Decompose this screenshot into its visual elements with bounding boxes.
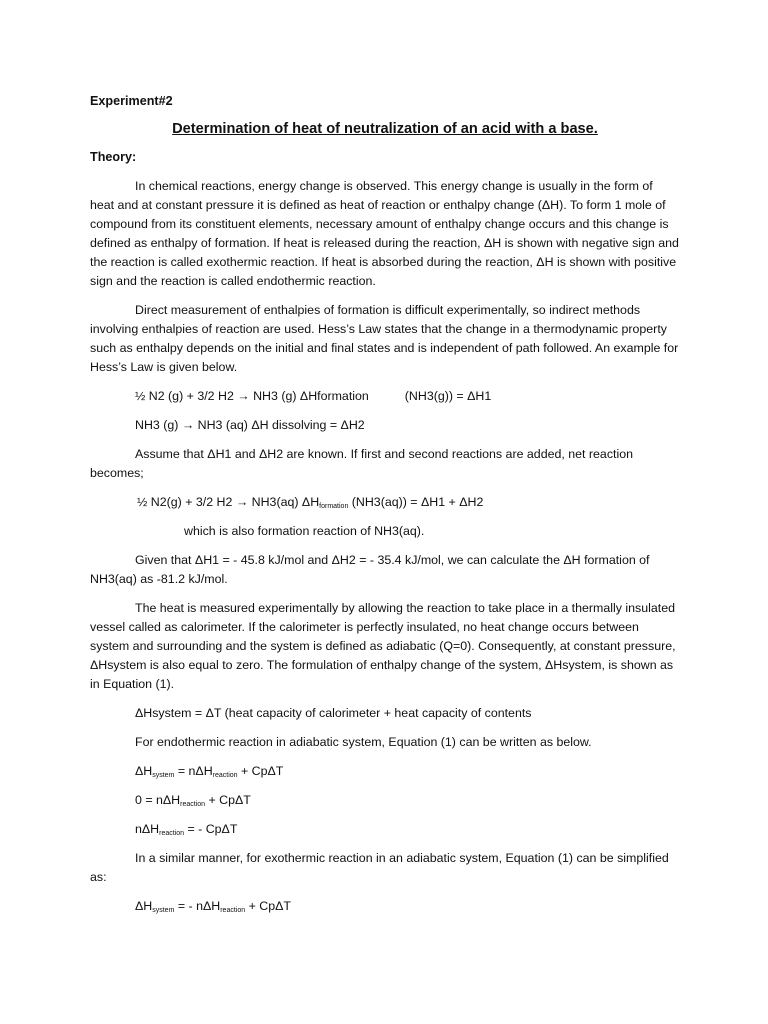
eq5-part-a: 0 = nΔH bbox=[135, 793, 181, 807]
paragraph-calorimeter: The heat is measured experimentally by allowing the reaction to take place in a thermally insulated vessel called as calorimeter. If the calorimeter is perfectly insulated, no heat change occurs between system and surrounding and the system is defined as adiabatic (Q=0). Consequently, at constant pressure, ΔHsystem is also equal to zero. The formulation of enthalpy change of the system, ΔHsystem, is shown as in Equation (1). bbox=[90, 601, 676, 691]
paragraph-exothermic-intro: In a similar manner, for exothermic reaction in an adiabatic system, Equation (1) can be simplified as: bbox=[90, 851, 669, 884]
paragraph-enthalpy-intro: In chemical reactions, energy change is observed. This energy change is usually in the form of heat and at constant pressure it is defined as heat of reaction or enthalpy change (ΔH). To form 1 mole of compound from its constituent elements, necessary amount of enthalpy change occurs and this change is defined as enthalpy of formation. If heat is released during the reaction, ΔH is shown with negative sign and the reaction is called exothermic reaction. If heat is absorbed during the reaction, ΔH is shown with positive sign and the reaction is called endothermic reaction. bbox=[90, 179, 679, 288]
equation-exothermic bbox=[135, 897, 680, 916]
equation-endothermic-2 bbox=[135, 791, 680, 810]
equation-system-enthalpy: ΔHsystem = ΔT (heat capacity of calorimeter + heat capacity of contents bbox=[135, 706, 532, 720]
eq4-sub-a: system bbox=[152, 772, 175, 779]
equation-endothermic-1 bbox=[135, 762, 680, 781]
eq5-sub-a: reaction bbox=[180, 801, 206, 808]
eq7-part-b: = - nΔH bbox=[174, 899, 221, 913]
eq7-sub-a: system bbox=[152, 907, 175, 914]
eq4-part-b: = nΔH bbox=[174, 764, 213, 778]
equation-formation-left: ½ N2 (g) + 3/2 H2 → NH3 (g) ΔHformation bbox=[135, 389, 369, 403]
paragraph-net-reaction: Assume that ΔH1 and ΔH2 are known. If first and second reactions are added, net reaction becomes; bbox=[90, 447, 633, 480]
eq6-part-b: = - CpΔT bbox=[184, 822, 238, 836]
paragraph-endothermic-intro: For endothermic reaction in adiabatic system, Equation (1) can be written as below. bbox=[135, 735, 592, 749]
eq7-part-a: ΔH bbox=[135, 899, 153, 913]
equation-endothermic-3 bbox=[135, 820, 680, 839]
eq6-part-a: nΔH bbox=[135, 822, 160, 836]
paragraph-formation-note: which is also formation reaction of NH3(aq). bbox=[184, 524, 425, 538]
equation-formation-nh3-gas bbox=[135, 387, 680, 406]
eq6-sub-a: reaction bbox=[159, 830, 185, 837]
equation-formation-nh3-aq bbox=[137, 493, 680, 512]
document-title: Determination of heat of neutralization of an acid with a base. bbox=[172, 121, 598, 137]
experiment-label: Experiment#2 bbox=[90, 94, 173, 108]
equation-aq-subscript: formation bbox=[319, 503, 349, 510]
theory-heading: Theory: bbox=[90, 150, 137, 164]
eq7-part-c: + CpΔT bbox=[245, 899, 291, 913]
document-body bbox=[90, 92, 680, 926]
eq5-part-b: + CpΔT bbox=[205, 793, 251, 807]
eq7-sub-b: reaction bbox=[220, 907, 246, 914]
eq4-sub-b: reaction bbox=[212, 772, 238, 779]
equation-dissolving: NH3 (g) → NH3 (aq) ΔH dissolving = ΔH2 bbox=[135, 418, 365, 432]
eq4-part-a: ΔH bbox=[135, 764, 153, 778]
equation-aq-suffix: (NH3(aq)) = ΔH1 + ΔH2 bbox=[348, 495, 484, 509]
paragraph-calculation: Given that ΔH1 = - 45.8 kJ/mol and ΔH2 = - 35.4 kJ/mol, we can calculate the ΔH formation of NH3(aq) as -81.2 kJ/mol. bbox=[90, 553, 650, 586]
eq4-part-c: + CpΔT bbox=[237, 764, 284, 778]
equation-aq-prefix: ½ N2(g) + 3/2 H2 → NH3(aq) ΔH bbox=[137, 495, 320, 509]
equation-formation-right: (NH3(g)) = ΔH1 bbox=[404, 389, 492, 403]
paragraph-hess-law: Direct measurement of enthalpies of formation is difficult experimentally, so indirect methods involving enthalpies of reaction are used. Hess’s Law states that the change in a thermodynamic property such as enthalpy depends on the initial and final states and is independent of path followed. An example for Hess’s Law is given below. bbox=[90, 303, 679, 374]
